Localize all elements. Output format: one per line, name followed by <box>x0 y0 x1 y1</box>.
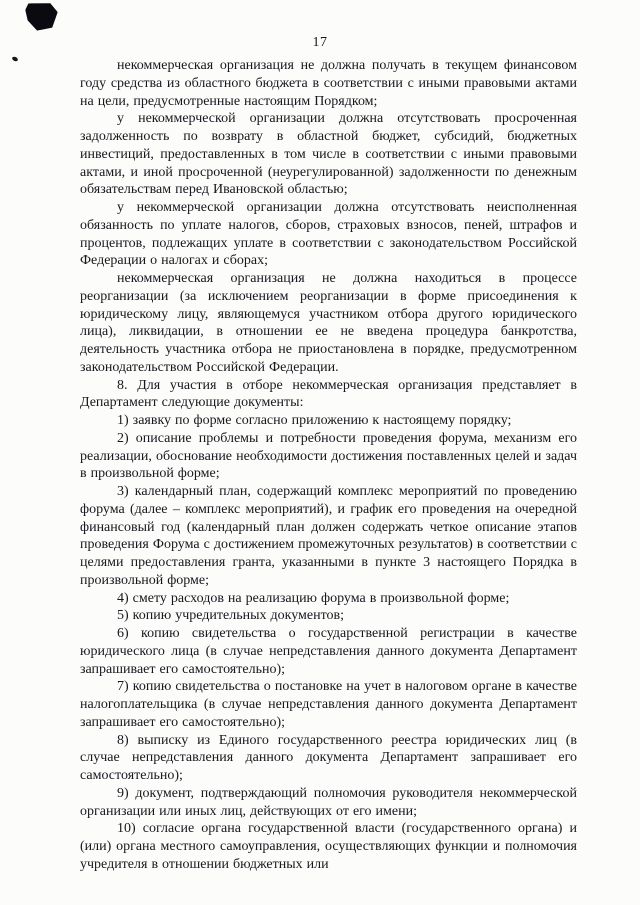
paragraph: некоммерческая организация не должна находиться в процессе реорганизации (за исключением реорганизации в форме присоединения к юридическому лицу, являющемуся участником отбора другого юридического лица), ликвидации, в отношении ее не введена процедура банкротства, деятельность участника отбора не приостановлена в порядке, предусмотренном законодательством Российской Федерации. <box>80 271 577 375</box>
paragraph: у некоммерческой организации должна отсутствовать неисполненная обязанность по уплате налогов, сборов, страховых взносов, пеней, штрафов и процентов, подлежащих уплате в соответствии с законодательством Российской Федерации о налогах и сборах; <box>80 200 577 269</box>
list-item-paragraph: 4) смету расходов на реализацию форума в произвольной форме; <box>117 590 510 606</box>
paragraph: некоммерческая организация не должна получать в текущем финансовом году средства из областного бюджета в соответствии с иными правовыми актами на цели, предусмотренные настоящим Порядком; <box>80 58 577 109</box>
list-item-paragraph: 1) заявку по форме согласно приложению к настоящему порядку; <box>117 413 512 428</box>
list-item-paragraph: 8) выписку из Единого государственного реестра юридических лиц (в случае непредставления данного документа Департамент запрашивает его самостоятельно); <box>80 732 577 783</box>
paragraph: у некоммерческой организации должна отсутствовать просроченная задолженность по возврату в областной бюджет, субсидий, бюджетных инвестиций, предоставленных в том числе в соответствии с иными правовыми актами, и иной просроченной (неурегулированной) задолженности по денежным обязательствам перед Ивановской областью; <box>80 111 577 198</box>
list-item-paragraph: 3) календарный план, содержащий комплекс мероприятий по проведению форума (далее – комплекс мероприятий), и график его проведения на очередной финансовый год (календарный план должен содержать четкое описание этапов проведения Форума с достижением промежуточных результатов) в соответствии с целями предоставления гранта, указанными в пункте 3 настоящего Порядка в произвольной форме; <box>80 484 577 588</box>
page-number: 17 <box>312 35 328 50</box>
list-item-paragraph: 7) копию свидетельства о постановке на учет в налоговом органе в качестве налогоплательщика (в случае непредставления данного документа Департамент запрашивает его самостоятельно); <box>80 679 577 730</box>
scan-artifact-corner-mark <box>25 0 60 31</box>
list-item-paragraph: 2) описание проблемы и потребности проведения форума, механизм его реализации, обоснование необходимости достижения поставленных целей и задач в произвольной форме; <box>80 430 577 482</box>
document-body <box>80 57 577 874</box>
list-item-paragraph: 6) копию свидетельства о государственной регистрации в качестве юридического лица (в случае непредставления данного документа Департамент запрашивает его самостоятельно); <box>80 626 577 677</box>
list-item-paragraph: 10) согласие органа государственной власти (государственного органа) и (или) органа местного самоуправления, осуществляющих функции и полномочия учредителя в отношении бюджетных или <box>80 821 577 872</box>
list-item-paragraph: 9) документ, подтверждающий полномочия руководителя некоммерческой организации или иных лиц, действующих от его имени; <box>80 785 577 819</box>
list-item-paragraph: 5) копию учредительных документов; <box>117 608 345 624</box>
paragraph: 8. Для участия в отборе некоммерческая организация представляет в Департамент следующие документы: <box>80 377 577 411</box>
scan-artifact-dot <box>11 56 18 62</box>
